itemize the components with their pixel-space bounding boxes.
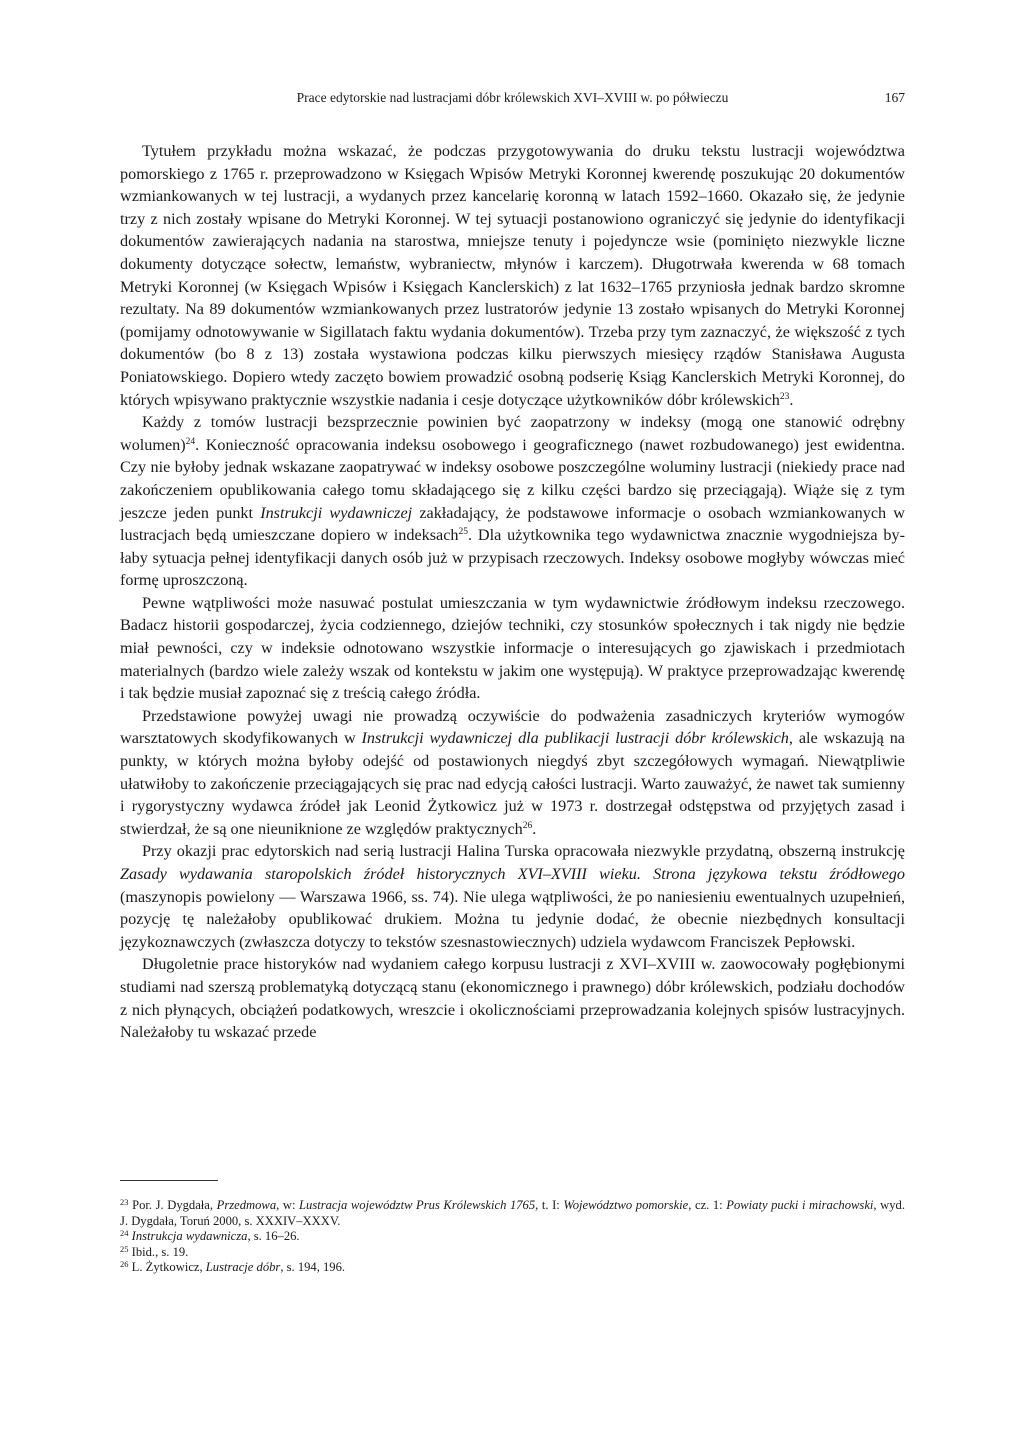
footnote <box>120 1229 905 1245</box>
footnote-text: L. Żytkowicz, <box>128 1260 206 1275</box>
paragraph <box>120 592 905 705</box>
footnote <box>120 1245 905 1261</box>
paragraph-italic-text: Instrukcji wydawniczej dla publikacji lustracji dóbr królewskich <box>361 729 789 748</box>
running-header <box>120 88 905 108</box>
running-header-title: Prace edytorskie nad lustracjami dóbr królewskich XVI–XVIII w. po półwieczu <box>296 90 729 105</box>
footnote <box>120 1198 905 1229</box>
paragraph-text: Długoletnie prace historyków nad wydaniem całego korpusu lustracji z XVI–XVIII w. zaowocowały pogłębionymi studiami nad szerszą problematyką dotyczącą stanu (ekonomicznego i prawnego) dóbr królewskich, podziału dochodów z nich płynących, obciążeń podatkowych, wreszcie i okolicznościami przeprowadzania kolejnych spisów lustracyjnych. Należałoby tu wskazać przede <box>120 955 905 1042</box>
footnote-italic-text: Przedmowa <box>216 1198 277 1212</box>
footnote-text: , s. 194, 196. <box>280 1260 346 1275</box>
footnote-italic-text: Województwo pomorskie <box>563 1198 689 1212</box>
footnote-text: Por. J. Dygdała, <box>128 1198 217 1212</box>
footnote-text: , t. I: <box>535 1198 564 1212</box>
paragraph-text: Pewne wątpliwości może nasuwać postulat umieszczania w tym wydawnictwie źródłowym indeksu rzeczowego. Badacz historii gospodarczej, życia codziennego, dziejów techniki, czy stosunków społecznych i tak nigdy nie będzie miał pewności, czy w indeksie odnotowano wszystkie informacje o interesujących go zjawiskach i przedmiotach materialnych (bardzo wiele zależy wszak od kontekstu w jakim one występują). W praktyce przeprowadzając kwerendę i tak będzie musiał zapoznać się z treścią całego źródła. <box>120 593 905 703</box>
footnote-italic-text: Instrukcja wydawnicza <box>131 1229 248 1244</box>
paragraph-text: Przedstawione powyżej uwagi nie prowadzą oczywiście do podważenia zasadniczych kryteriów wymogów warsztatowych skodyfikowanych w <box>120 706 905 748</box>
paragraph-text: zakładający, że podstawowe informacje o osobach wzmiankowanych w lustracjach będą umieszczane dopiero w indeksach <box>120 503 905 545</box>
footnote-footnote-ref: 24 <box>120 1228 129 1239</box>
footnote-italic-text: Lustracje dóbr <box>205 1260 281 1275</box>
paragraph <box>120 411 905 592</box>
footnote-text: , w: <box>276 1198 300 1212</box>
paragraph <box>120 140 905 411</box>
footnote-footnote-ref: 23 <box>120 1197 129 1207</box>
footnote-text: , wyd. J. Dygdała, Toruń 2000, s. XXXIV–XXXV. <box>120 1198 905 1228</box>
paragraph-italic-text: Instrukcji wydawniczej <box>260 503 413 522</box>
footnote-text: , s. 16–26. <box>247 1229 300 1244</box>
paragraph <box>120 705 905 841</box>
footnote-text: Ibid., s. 19. <box>128 1244 189 1259</box>
paragraph-italic-text: Zasady wydawania staropolskich źródeł historycznych XVI–XVIII wieku. Strona językowa tekstu źródłowego <box>120 865 905 883</box>
paragraph-text: . Dla użytkownika tego wydawnictwa znacznie wygodniejsza byłaby sytuacja pełnej identyfikacji danych osób już w przypisach rzeczowych. Indeksy osobowe mogłyby wówczas mieć formę uproszczoną. <box>120 526 905 590</box>
paragraph-footnote-ref: 23 <box>779 391 790 402</box>
paragraph-text: (maszynopis powielony — Warszawa 1966, ss. 74). Nie ulega wątpliwości, że po naniesieniu ewentualnych uzupełnień, pozycję tę należałoby opublikować drukiem. Można tu jedynie dodać, że obecnie niezbędnych konsultacji językoznawczych (zwłaszcza dotyczy to tekstów szesnastowiecznych) udziela wydawcom Franciszek Pepłowski. <box>120 887 905 951</box>
footnote-italic-text: Powiaty pucki i mirachowski <box>726 1198 874 1212</box>
paragraph-text: . <box>532 819 537 838</box>
paragraph-footnote-ref: 26 <box>522 820 533 831</box>
body-text <box>120 140 905 1044</box>
footnote-text: , cz. 1: <box>688 1198 727 1212</box>
paragraph-footnote-ref: 24 <box>185 436 196 447</box>
footnotes <box>120 1198 905 1276</box>
footnote-separator <box>120 1180 218 1181</box>
paragraph-text: Tytułem przykładu można wskazać, że podczas przygotowywania do druku tekstu lustracji województwa pomorskiego z 1765 r. przeprowadzono w Księgach Wpisów Metryki Koronnej kwerendę poszukując 20 dokumentów wzmiankowanych w tej lustracji, a wydanych przez kancelarię koronną w latach 1592–1660. Okazało się, że jedynie trzy z nich zostały wpisane do Metryki Koronnej. W tej sytuacji postanowiono ograniczyć się jedynie do identyfikacji dokumentów zawierających nadania na starostwa, mniejsze tenuty i pojedyncze wsie (pominięto niezwykle liczne dokumenty dotyczące sołectw, lemaństw, wybraniectw, młynów i karczem). Długotrwała kwerenda w 68 tomach Metryki Koronnej (w Księgach Wpisów i Księgach Kanclerskich) z lat 1632–1765 przyniosła jednak bardzo skromne rezultaty. Na 89 dokumentów wzmiankowanych przez lustratorów jedynie 13 zostało wpisanych do Metryki Koronnej (pomijamy odnotowywanie w Sigillatach faktu wydania dokumentów). Trzeba przy tym zaznaczyć, że większość z tych dokumentów (bo 8 z 13) została wystawiona podczas kilku pierwszych miesięcy rządów Stanisława Augusta Poniatowskiego. Dopiero wtedy zaczęto bowiem prowadzić osobną podserię Ksiąg Kanclerskich Metryki Koronnej, do których wpisywano praktycznie wszystkie nadania i cesje dotyczące użytkowników dóbr królewskich <box>120 142 905 409</box>
paragraph-text: . Konieczność opracowania indeksu osobowego i geograficznego (nawet rozbudowanego) jest ewidentna. Czy nie byłoby jednak wskazane zaopatrywać w indeksy osobowe poszczególne woluminy lustracji (niekiedy prace nad zakończeniem opublikowania całego tomu składającego się z kilku części bardzo się przeciągają). Wiąże się z tym jeszcze jeden punkt <box>120 435 905 522</box>
footnote-footnote-ref: 26 <box>120 1259 129 1270</box>
paragraph-text: Każdy z tomów lustracji bezsprzecznie powinien być zaopatrzony w indeksy (mogą one stanowić odrębny wolumen) <box>120 413 905 454</box>
paragraph-text: Przy okazji prac edytorskich nad serią lustracji Halina Turska opracowała niezwykle przydatną, obszerną instrukcję <box>142 842 905 861</box>
footnote-footnote-ref: 25 <box>120 1243 129 1254</box>
paragraph-footnote-ref: 25 <box>458 527 468 538</box>
paragraph <box>120 840 905 953</box>
footnote <box>120 1260 905 1276</box>
paragraph <box>120 953 905 1043</box>
paragraph-text: . <box>789 390 794 409</box>
paragraph-text: , ale wskazują na punkty, w których można byłoby odejść od postawionych niegdyś zbyt szczegółowych wymagań. Niewątpliwie ułatwiłoby to zakończenie przeciągających się prac nad edycją całości lustracji. Warto zauważyć, że nawet tak sumienny i rygorystyczny wydawca źródeł jak Leonid Żytkowicz już w 1973 r. dostrzegał odstępstwa od przyjętych zasad i stwierdzał, że są one nieuniknione ze względów praktycznych <box>120 729 905 838</box>
footnote-italic-text: Lustracja województw Prus Królewskich 1765 <box>299 1198 536 1212</box>
page-number: 167 <box>884 90 905 105</box>
